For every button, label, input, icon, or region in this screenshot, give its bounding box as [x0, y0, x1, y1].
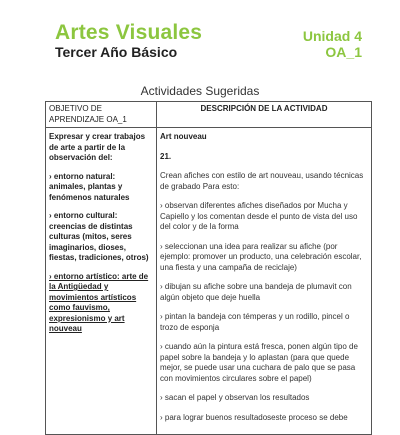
activity-name: Art nouveau [160, 132, 207, 141]
objective-item: › entorno cultural: creencias de distintas culturas (mitos, seres imaginarios, dioses, fiestas, tradiciones, otros) [49, 211, 149, 262]
activity-step: › pintan la bandeja con témperas y un rodillo, pincel o trozo de esponja [160, 312, 350, 332]
activity-cell [157, 128, 372, 435]
objective-intro: Expresar y crear trabajos de arte a partir de la observación del: [49, 132, 146, 162]
activities-table [45, 101, 372, 435]
objective-cell [46, 128, 157, 435]
document-title: Artes Visuales [55, 21, 203, 44]
unit-label: Unidad 4 [302, 28, 362, 44]
document-subtitle: Tercer Año Básico [55, 44, 178, 60]
activity-step: › dibujan su afiche sobre una bandeja de plumavit con algún objeto que deje huella [160, 282, 352, 302]
objective-column-header: OBJETIVO DE APRENDIZAJE OA_1 [46, 102, 157, 128]
activity-intro: Crean afiches con estilo de art nouveau, usando técnicas de grabado Para esto: [160, 171, 364, 191]
activity-step: › observan diferentes afiches diseñados por Mucha y Capiello y los comentan desde el punto de vista del uso del color y de la forma [160, 201, 358, 231]
activity-column-header: DESCRIPCIÓN DE LA ACTIVIDAD [157, 102, 372, 128]
table-header-row [46, 102, 372, 128]
section-title: Actividades Sugeridas [140, 84, 260, 98]
activity-step: › para lograr buenos resultadoseste proceso se debe [160, 412, 348, 422]
activity-step: › sacan el papel y observan los resultados [160, 393, 310, 402]
activity-step: › seleccionan una idea para realizar su afiche (por ejemplo: promover un producto, una celebración escolar, una fiesta y una campaña de reciclaje) [160, 241, 362, 272]
activity-number: 21. [160, 151, 172, 161]
objective-item: › entorno artístico: arte de la Antigüedad y movimientos artísticos como fauvismo, expresionismo y art nouveau [49, 271, 149, 333]
oa-label: OA_1 [325, 44, 362, 60]
activity-step: › cuando aún la pintura está fresca, ponen algún tipo de papel sobre la bandeja y lo aplastan (para que quede mejor, se puede usar una cuchara de palo que se pasa con movimientos circulares sobre el papel) [160, 342, 358, 383]
objective-item: › entorno natural: animales, plantas y fenómenos naturales [49, 171, 130, 202]
table-body-row [46, 128, 372, 435]
